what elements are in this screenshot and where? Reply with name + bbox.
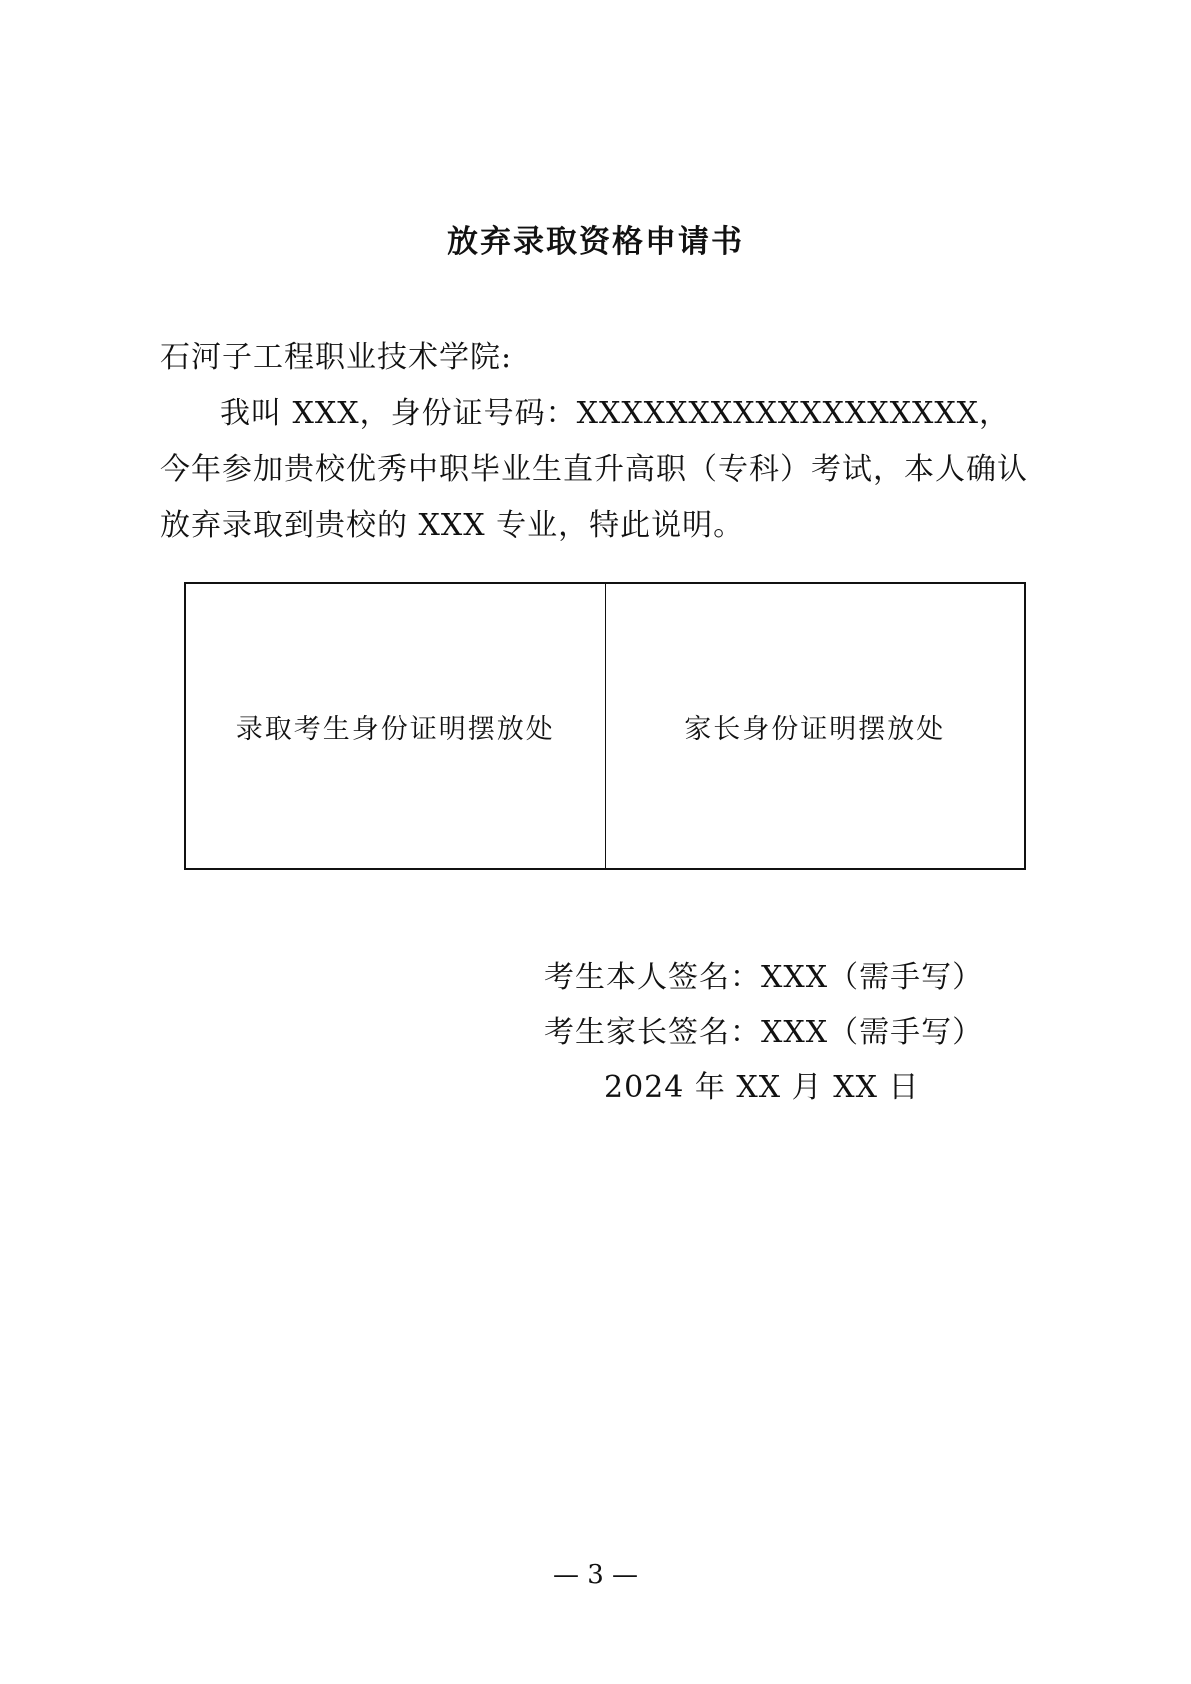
id-placement-table — [184, 582, 1026, 870]
salutation: 石河子工程职业技术学院: — [160, 340, 513, 375]
statement-paragraph: 我叫 XXX，身份证号码：XXXXXXXXXXXXXXXXXX，今年参加贵校优秀中职毕业生直升高职（专科）考试，本人确认放弃录取到贵校的 XXX 专业，特此说明。 — [160, 396, 1028, 543]
parent-id-cell: 家长身份证明摆放处 — [684, 713, 946, 745]
student-signature-line: 考生本人签名：XXX（需手写） — [544, 960, 984, 995]
student-id-cell: 录取考生身份证明摆放处 — [186, 584, 606, 868]
document-title: 放弃录取资格申请书 — [447, 224, 744, 260]
date-line: 2024 年 XX 月 XX 日 — [604, 1070, 920, 1105]
parent-signature-line: 考生家长签名：XXX（需手写） — [544, 1015, 984, 1050]
page-number: — 3 — — [552, 1560, 639, 1590]
